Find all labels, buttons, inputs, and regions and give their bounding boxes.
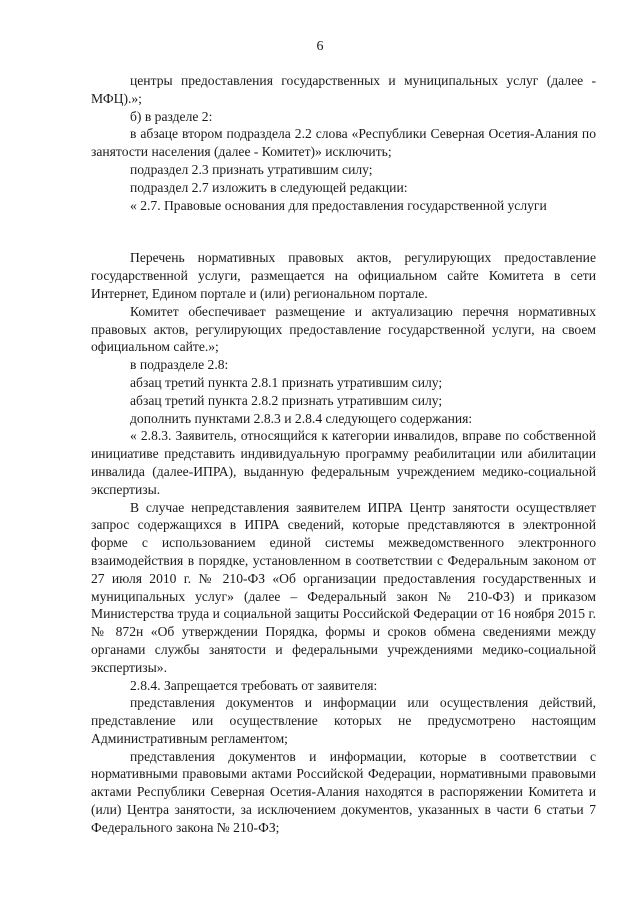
paragraph-prohibition-1: представления документов и информации или осуществления действий, представление или осуществление которых не предусмотрено настоящим Административным регламентом; bbox=[91, 695, 596, 746]
paragraph-2-8-3: « 2.8.3. Заявитель, относящийся к категории инвалидов, вправе по собственной инициативе представить индивидуальную программу реабилитации или абилитации инвалида (далее-ИПРА), выданную федеральным учреждением медико-социальной экспертизы. bbox=[91, 428, 596, 497]
paragraph-prohibition-2: представления документов и информации, которые в соответствии с нормативными правовыми актами Российской Федерации, нормативными правовыми актами Республики Северная Осетия-Алания находятся в распоряжении Комитета и (или) Центра занятости, за исключением документов, указанных в части 6 статьи 7 Федерального закона № 210-ФЗ; bbox=[91, 748, 596, 835]
paragraph-heading-2-7: « 2.7. Правовые основания для предоставления государственной услуги bbox=[130, 197, 547, 213]
paragraph-section-b: б) в разделе 2: bbox=[130, 108, 213, 124]
paragraph-subsection-2-2: в абзаце втором подраздела 2.2 слова «Республики Северная Осетия-Алания по занятости населения (далее - Комитет)» исключить; bbox=[91, 126, 596, 160]
paragraph-legal-acts-list: Перечень нормативных правовых актов, регулирующих предоставление государственной услуги, размещается на официальном сайте Комитета в сети Интернет, Едином портале и (или) региональном портале. bbox=[91, 250, 596, 301]
paragraph-committee-publishing: Комитет обеспечивает размещение и актуализацию перечня нормативных правовых актов, регулирующих предоставление государственной услуги, на своем официальном сайте.»; bbox=[91, 303, 596, 355]
paragraph-subsection-2-8: в подразделе 2.8: bbox=[130, 357, 229, 373]
paragraph-2-8-4: 2.8.4. Запрещается требовать от заявителя: bbox=[130, 677, 378, 693]
paragraph-subsection-2-7-intro: подраздел 2.7 изложить в следующей редакции: bbox=[130, 179, 408, 195]
page-number: 6 bbox=[316, 39, 324, 54]
paragraph-2-8-1: абзац третий пункта 2.8.1 признать утратившим силу; bbox=[130, 374, 443, 390]
paragraph-2-8-2: абзац третий пункта 2.8.2 признать утратившим силу; bbox=[130, 392, 443, 408]
paragraph-subsection-2-3: подраздел 2.3 признать утратившим силу; bbox=[130, 161, 373, 177]
paragraph-add-points: дополнить пунктами 2.8.3 и 2.8.4 следующего содержания: bbox=[130, 410, 473, 426]
paragraph-ipra-request: В случае непредставления заявителем ИПРА Центр занятости осуществляет запрос содержащихся в ИПРА сведений, которые представляются в электронной форме с использованием единой системы межведомственного электронного взаимодействия в порядке, установленном в соответствии с Федеральным законом от 27 июля 2010 г. № 210-ФЗ «Об организации предоставления государственных и муниципальных услуг» (далее – Федеральный закон № 210-ФЗ) и приказом Министерства труда и социальной защиты Российской Федерации от 16 ноября 2015 г. № 872н «Об утверждении Порядка, формы и сроков обмена сведениями между органами службы занятости и федеральными учреждениями медико-социальной экспертизы». bbox=[91, 499, 596, 675]
document-body bbox=[91, 72, 596, 837]
paragraph-continuation: центры предоставления государственных и муниципальных услуг (далее - МФЦ).»; bbox=[91, 73, 596, 106]
